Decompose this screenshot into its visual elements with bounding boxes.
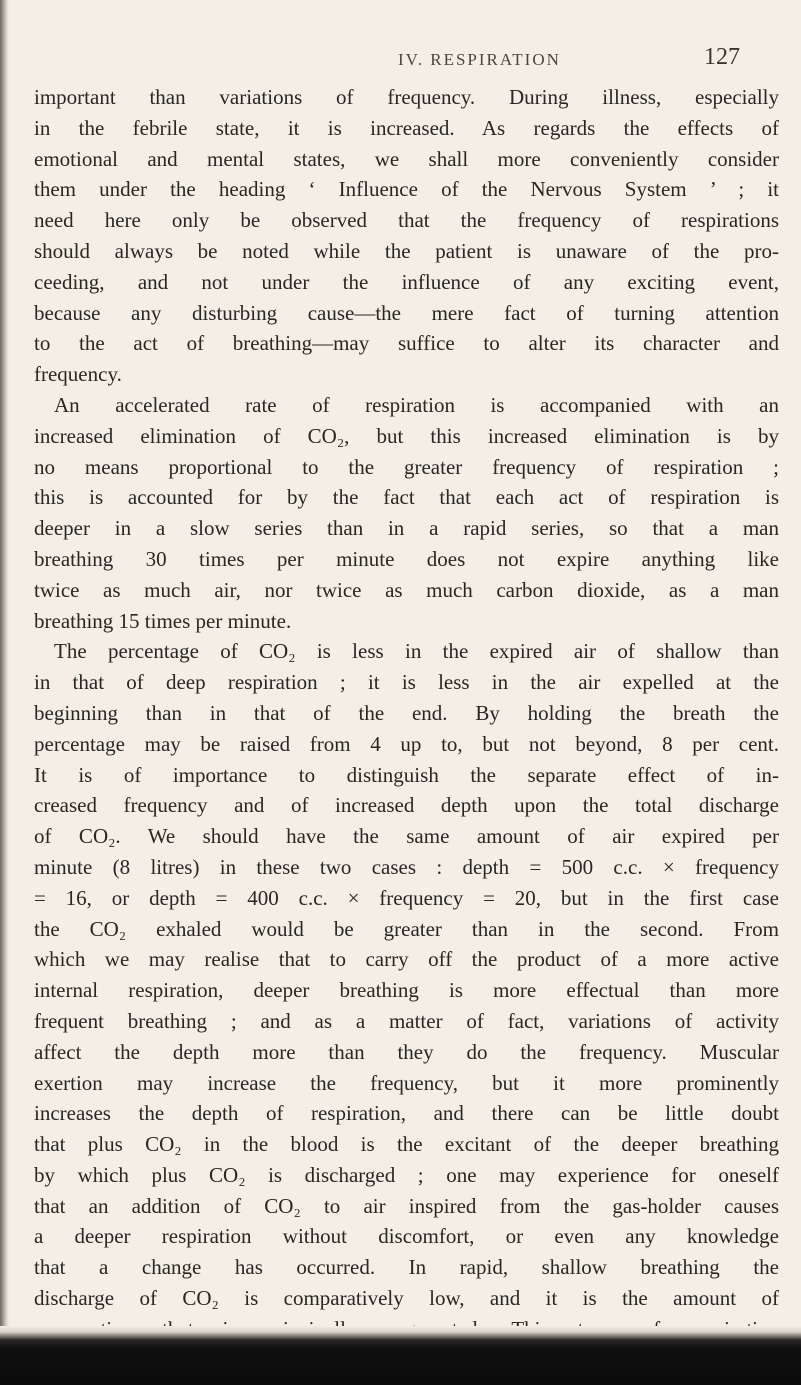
text-line: a deeper respiration without discomfort, or even any knowledge [34,1224,779,1249]
text-line: ceeding, and not under the influence of any exciting event, [34,269,779,294]
text-line: internal respiration, deeper breathing is more effectual than more [34,978,779,1003]
text-line: twice as much air, nor twice as much carbon dioxide, as a man [34,577,779,602]
text-line: to the act of breathing—may suffice to alter its character and [34,331,779,356]
text-line: exertion may increase the frequency, but it more prominently [34,1070,779,1095]
text-line: in that of deep respiration ; it is less in the air expelled at the [34,670,779,695]
text-line: no means proportional to the greater frequency of respiration ; [34,454,779,479]
text-line: beginning than in that of the end. By holding the breath the [34,700,779,725]
text-line: An accelerated rate of respiration is accompanied with an [54,392,779,417]
page-number: 127 [704,44,740,70]
text-line: deeper in a slow series than in a rapid series, so that a man [34,516,779,541]
text-line: that plus CO₂ in the blood is the excitant of the deeper breathing [34,1132,779,1157]
text-line: need here only be observed that the frequency of respirations [34,208,779,233]
text-line: because any disturbing cause—the mere fact of turning attention [34,300,779,325]
text-line: frequency. [34,362,122,387]
text-line: breathing 15 times per minute. [34,608,292,633]
text-line: that a change has occurred. In rapid, shallow breathing the [34,1255,779,1280]
text-line: breathing 30 times per minute does not expire anything like [34,546,779,571]
text-line: that an addition of CO₂ to air inspired from the gas-holder causes [34,1193,779,1218]
page-binding-shadow [0,0,9,1385]
text-line: in the febrile state, it is increased. As regards the effects of [34,115,779,140]
text-line: by which plus CO₂ is discharged ; one may experience for oneself [34,1162,779,1187]
text-line: = 16, or depth = 400 c.c. × frequency = 20, but in the first case [34,885,779,910]
text-line: affect the depth more than they do the frequency. Muscular [34,1039,779,1064]
text-line: minute (8 litres) in these two cases : depth = 500 c.c. × frequency [34,854,779,879]
body-text [34,82,779,1375]
text-line: the CO₂ exhaled would be greater than in the second. From [34,916,779,941]
text-line: of CO₂. We should have the same amount of air expired per [34,824,779,849]
text-line: increases the depth of respiration, and there can be little doubt [34,1101,779,1126]
running-header [0,44,801,76]
text-line: The percentage of CO₂ is less in the expired air of shallow than [54,639,779,664]
text-line: increased elimination of CO₂, but this increased elimination is by [34,423,779,448]
text-line: this is accounted for by the fact that each act of respiration is [34,485,779,510]
scan-bottom-edge [0,1326,801,1385]
running-title: IV. RESPIRATION [398,50,561,69]
text-line: percentage may be raised from 4 up to, but not beyond, 8 per cent. [34,731,779,756]
text-line: important than variations of frequency. During illness, especially [34,85,779,109]
text-line: creased frequency and of increased depth upon the total discharge [34,793,779,818]
text-line: them under the heading ‘ Influence of the Nervous System ’ ; it [34,177,779,202]
text-line: discharge of CO₂ is comparatively low, and it is the amount of [34,1286,779,1311]
text-line: which we may realise that to carry off the product of a more active [34,947,779,972]
text-line: emotional and mental states, we shall more conveniently consider [34,146,779,171]
text-line: should always be noted while the patient is unaware of the pro- [34,238,779,263]
text-line: frequent breathing ; and as a matter of fact, variations of activity [34,1008,779,1033]
text-line: It is of importance to distinguish the separate effect of in- [34,762,779,787]
